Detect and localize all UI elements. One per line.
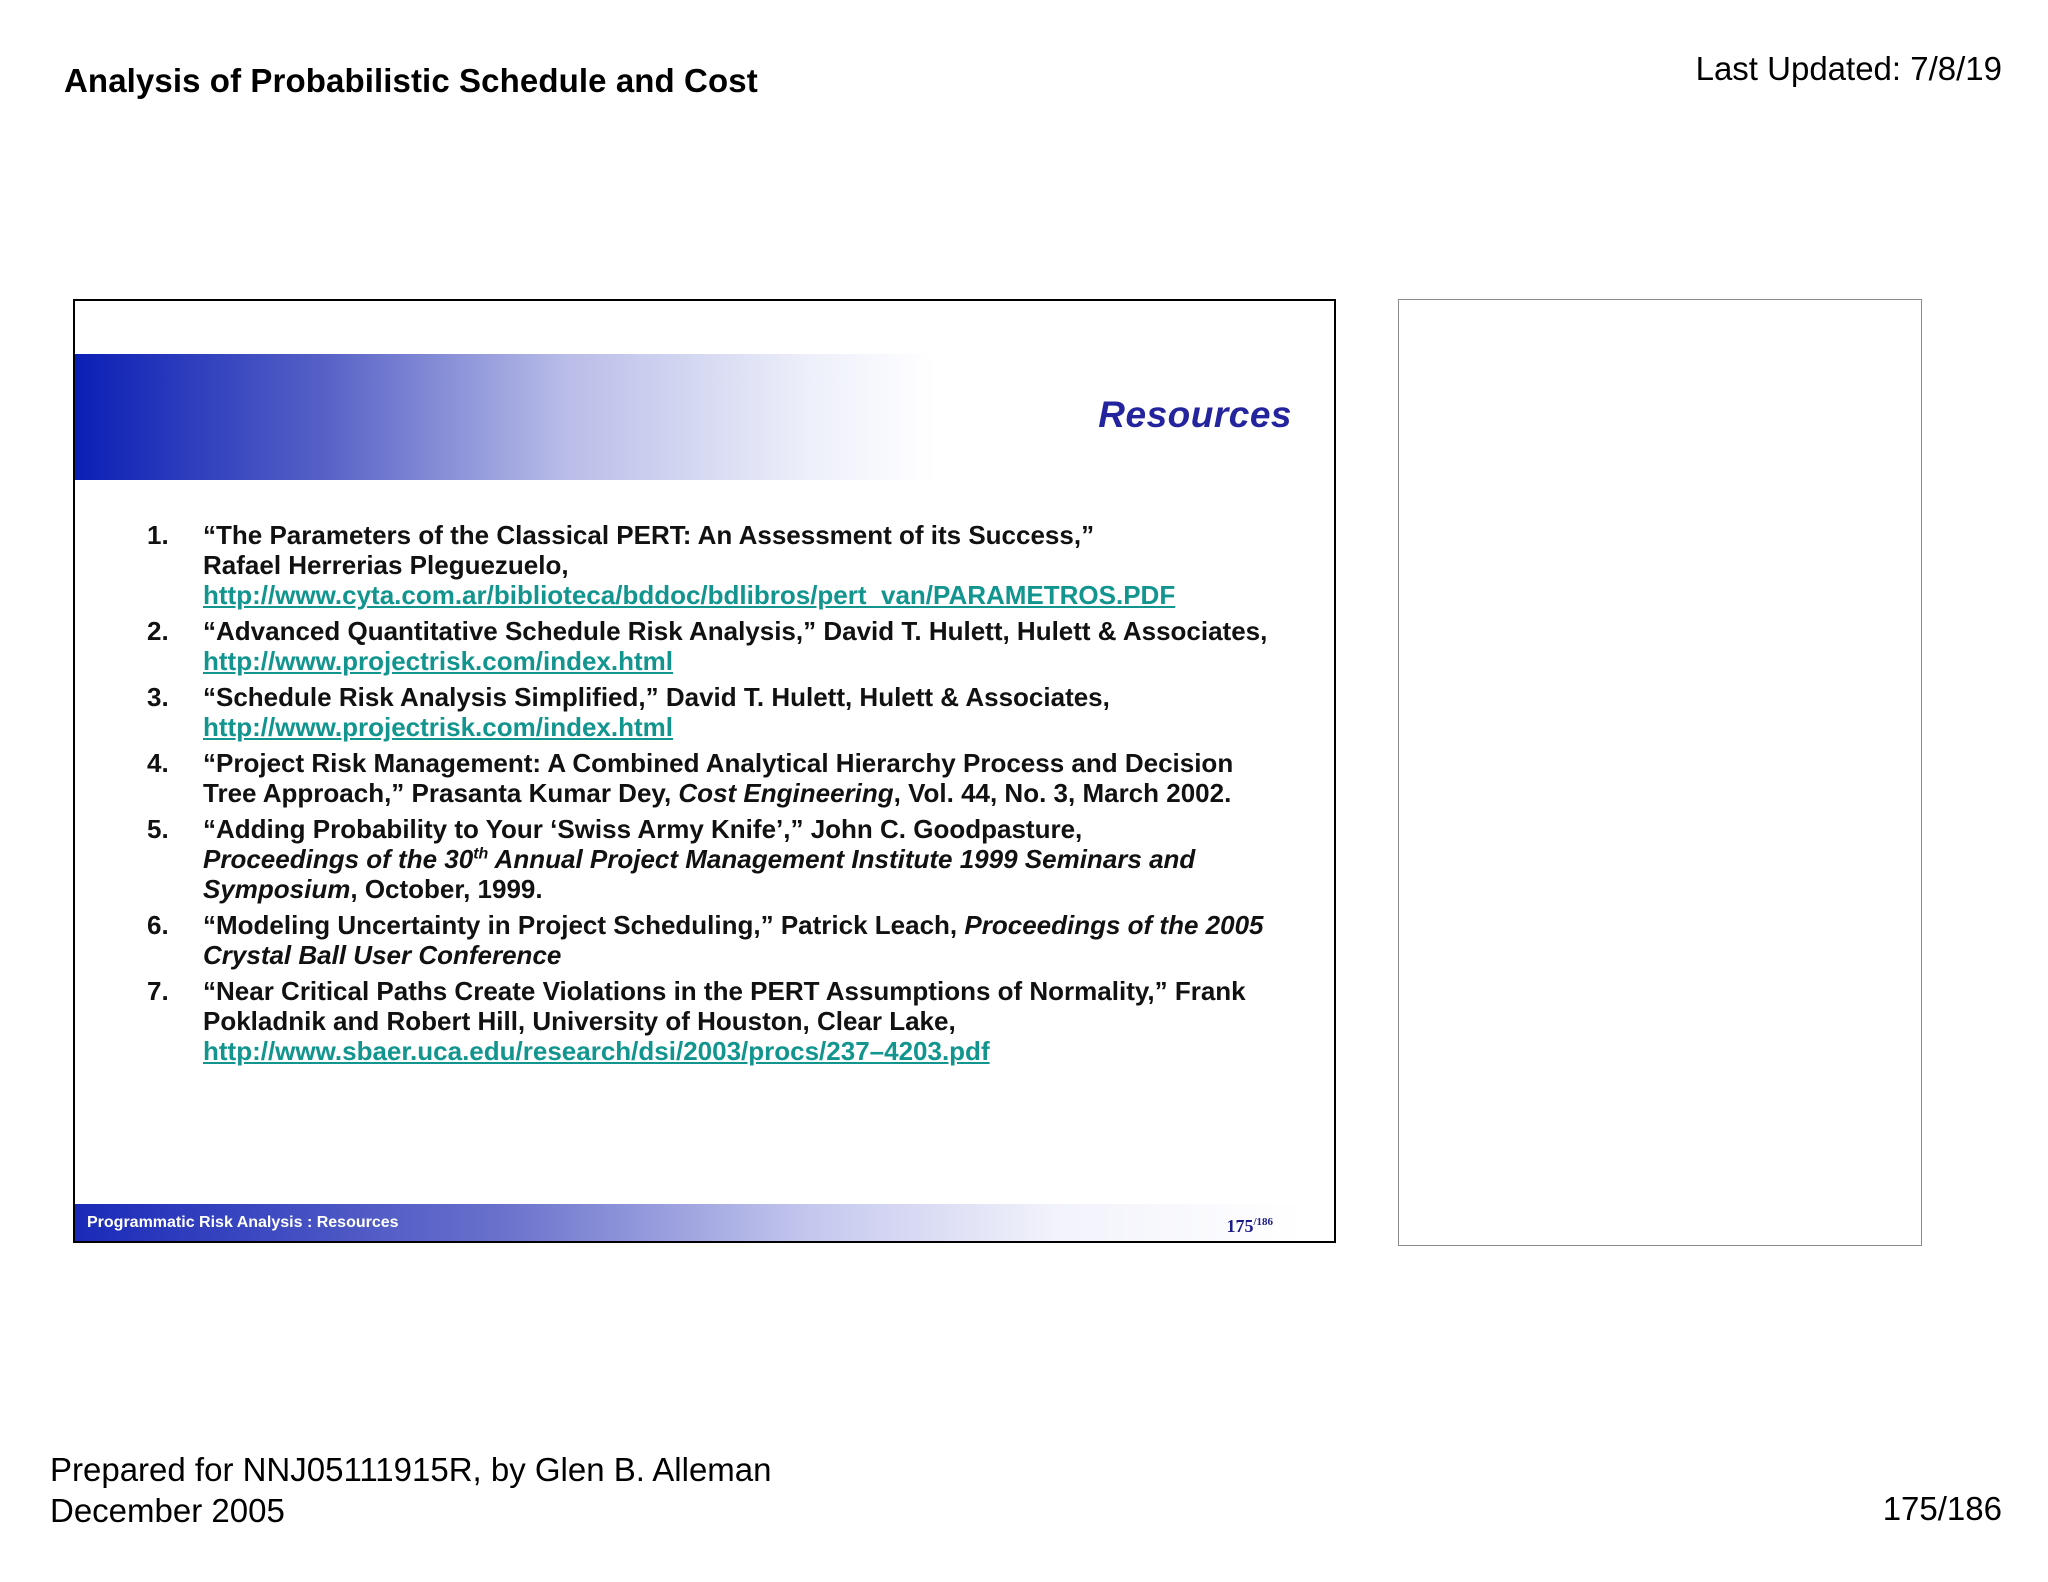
reference-author: Rafael Herrerias Pleguezuelo, <box>203 550 569 580</box>
reference-number: 4. <box>147 748 169 778</box>
slide-footer-label: Programmatic Risk Analysis : Resources <box>87 1214 399 1231</box>
last-updated-date: Last Updated: 7/8/19 <box>1695 50 2002 87</box>
reference-detail: , Vol. 44, No. 3, March 2002. <box>893 778 1232 808</box>
reference-number: 7. <box>147 976 169 1006</box>
slide-footer-bar <box>75 1204 1305 1243</box>
reference-link[interactable]: http://www.sbaer.uca.edu/research/dsi/2003/procs/237–4203.pdf <box>203 1036 990 1066</box>
venue-text: Proceedings of the 30 <box>203 844 474 874</box>
reference-item <box>147 616 1287 676</box>
reference-item <box>147 520 1287 610</box>
prepared-date: December 2005 <box>50 1492 285 1529</box>
page-number: 175/186 <box>1882 1490 2002 1527</box>
reference-item <box>147 910 1287 970</box>
reference-item <box>147 682 1287 742</box>
reference-journal: Cost Engineering <box>678 778 894 808</box>
slide-heading: Resources <box>1098 394 1292 435</box>
slide-page-current: 175 <box>1226 1216 1254 1236</box>
reference-title: “Project Risk Management: A Combined Analytical Hierarchy Process and Decision Tree Approach,” Prasanta Kumar Dey, <box>203 748 1234 808</box>
reference-title: “Schedule Risk Analysis Simplified,” David T. Hulett, Hulett & Associates, <box>203 682 1110 712</box>
reference-number: 6. <box>147 910 169 940</box>
reference-number: 5. <box>147 814 169 844</box>
reference-item <box>147 814 1287 904</box>
reference-link[interactable]: http://www.projectrisk.com/index.html <box>203 712 673 742</box>
reference-link[interactable]: http://www.projectrisk.com/index.html <box>203 646 673 676</box>
document-title: Analysis of Probabilistic Schedule and Cost <box>64 62 758 99</box>
venue-text-rest: Annual Project Management Institute 1999 Seminars and Symposium <box>203 844 1196 904</box>
reference-title: “Adding Probability to Your ‘Swiss Army Knife’,” John C. Goodpasture, <box>203 814 1083 844</box>
slide-page-total: /186 <box>1253 1216 1273 1228</box>
slide-frame <box>73 299 1336 1243</box>
reference-detail: , October, 1999. <box>350 874 543 904</box>
prepared-by <box>50 1449 772 1531</box>
reference-number: 3. <box>147 682 169 712</box>
reference-title: “Advanced Quantitative Schedule Risk Analysis,” David T. Hulett, Hulett & Associates, <box>203 616 1268 646</box>
reference-title: “The Parameters of the Classical PERT: An Assessment of its Success,” <box>203 520 1095 550</box>
reference-item <box>147 748 1287 808</box>
notes-panel <box>1398 299 1922 1246</box>
reference-title: “Near Critical Paths Create Violations in the PERT Assumptions of Normality,” Frank Pokladnik and Robert Hill, University of Houston, Clear Lake, <box>203 976 1246 1036</box>
reference-number: 1. <box>147 520 169 550</box>
venue-superscript: th <box>473 845 489 863</box>
reference-list <box>147 520 1287 1072</box>
reference-link[interactable]: http://www.cyta.com.ar/biblioteca/bddoc/bdlibros/pert_van/PARAMETROS.PDF <box>203 580 1176 610</box>
reference-item <box>147 976 1287 1066</box>
reference-number: 2. <box>147 616 169 646</box>
reference-title: “Modeling Uncertainty in Project Scheduling,” Patrick Leach, <box>203 910 958 940</box>
reference-venue: Proceedings of the 2005 Crystal Ball User Conference <box>203 910 1264 970</box>
prepared-for-line: Prepared for NNJ05111915R, by Glen B. Alleman <box>50 1451 772 1488</box>
slide-page-number <box>1226 1216 1273 1237</box>
